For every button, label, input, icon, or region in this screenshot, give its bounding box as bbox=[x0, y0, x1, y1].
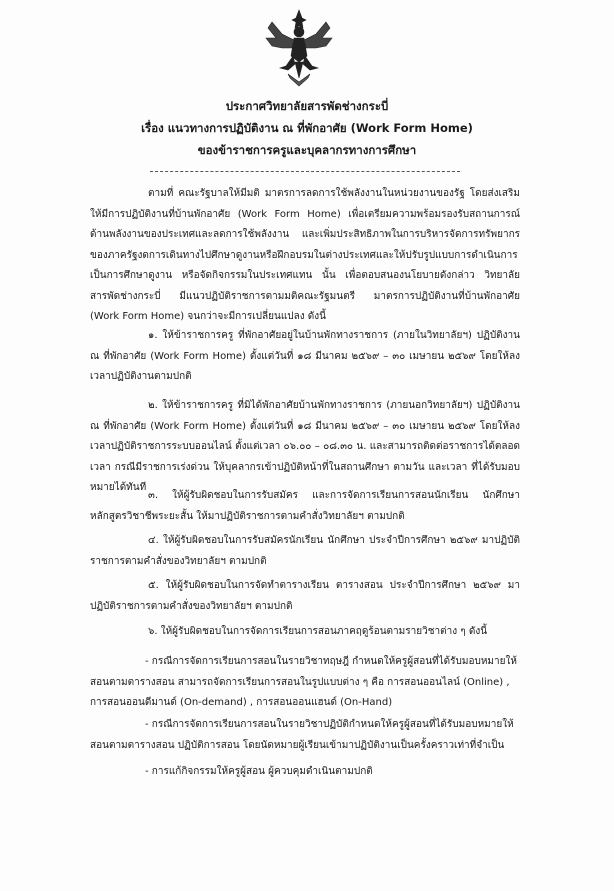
sub-item-practice: - กรณีการจัดการเรียนการสอนในรายวิชาปฏิบัติกำหนดให้ครูผู้สอนที่ได้รับมอบหมายให้สอนตามตารางสอน ปฏิบัติการสอน โดยนัดหมายผู้เรียนเข้ามาปฏิบัติงานเป็นครั้งคราวเท่าที่จำเป็น bbox=[90, 719, 514, 751]
sub-item-activities: - การแก้กิจกรรมให้ครูผู้สอน ผู้ควบคุมดำเนินตามปกติ bbox=[145, 766, 373, 777]
announcement-subject: เรื่อง แนวทางการปฏิบัติงาน ณ ที่พักอาศัย (Work Form Home) bbox=[141, 121, 473, 135]
item-6: ๖. ให้ผู้รับผิดชอบในการจัดการเรียนการสอนภาคฤดูร้อนตามรายวิชาต่าง ๆ ดังนี้ bbox=[148, 626, 488, 637]
announcement-title: ประกาศวิทยาลัยสารพัดช่างกระบี่ bbox=[225, 99, 389, 113]
garuda-emblem bbox=[262, 8, 336, 90]
item-2: ๒. ให้ข้าราชการครู ที่มิได้พักอาศัยบ้านพักทางราชการ (ภายนอกวิทยาลัยฯ) ปฏิบัติงาน ณ ที่พักอาศัย (Work Form Home) ตั้งแต่วันที่ ๑๘ มีนาคม ๒๕๖๙ – ๓๐ เมษายน ๒๕๖๙ โดยให้ลงเวลาปฏิบัติราชการระบบออนไลน์ ตั้งแต่เวลา ๐๖.๐๐ – ๐๘.๓๐ น. และสามารถติดต่อราชการได้ตลอดเวลา กรณีมีราชการเร่งด่วน ให้บุคลากรเข้าปฏิบัติหน้าที่ในสถานศึกษา ตามวัน และเวลา ที่ได้รับมอบหมายได้ทันที bbox=[90, 400, 520, 493]
item-5: ๕. ให้ผู้รับผิดชอบในการจัดทำตารางเรียน ตารางสอน ประจำปีการศึกษา ๒๕๖๙ มาปฏิบัติราชการตามคำสั่งของวิทยาลัยฯ ตามปกติ bbox=[90, 580, 520, 612]
announcement-audience: ของข้าราชการครูและบุคลากรทางการศึกษา bbox=[197, 143, 417, 157]
item-3: ๓. ให้ผู้รับผิดชอบในการรับสมัคร และการจัดการเรียนการสอนนักเรียน นักศึกษา หลักสูตรวิชาชีพระยะสั้น ให้มาปฏิบัติราชการตามคำสั่งวิทยาลัยฯ ตามปกติ bbox=[90, 490, 520, 522]
intro-paragraph: ตามที่ คณะรัฐบาลให้มีมติ มาตรการลดการใช้พลังงานในหน่วยงานของรัฐ โดยส่งเสริมให้มีการปฏิบัติงานที่บ้านพักอาศัย (Work Form Home) เพื่อเตรียมความพร้อมรองรับสถานการณ์ด้านพลังงานของประเทศและลดการใช้พลังงาน และเพิ่มประสิทธิภาพในการบริหารจัดการทรัพยากรของภาครัฐงดการเดินทางไปศึกษาดูงานหรือฝึกอบรมในต่างประเทศและให้ปรับรูปแบบการดำเนินการเป็นการศึกษาดูงาน หรือจัดกิจกรรมในประเทศแทน นั้น เพื่อตอบสนองนโยบายดังกล่าว วิทยาลัยสารพัดช่างกระบี่ มีแนวปฏิบัติราชการตามมติคณะรัฐมนตรี มาตรการปฏิบัติงานที่บ้านพักอาศัย (Work Form Home) จนกว่าจะมีการเปลี่ยนแปลง ดังนี้ bbox=[90, 188, 520, 322]
item-4: ๔. ให้ผู้รับผิดชอบในการรับสมัครนักเรียน นักศึกษา ประจำปีการศึกษา ๒๕๖๙ มาปฏิบัติราชการตามคำสั่งของวิทยาลัยฯ ตามปกติ bbox=[90, 535, 520, 567]
sub-item-theory: - กรณีการจัดการเรียนการสอนในรายวิชาทฤษฎี กำหนดให้ครูผู้สอนที่ได้รับมอบหมายให้สอนตามตารางสอน สามารถจัดการเรียนการสอนในรูปแบบต่าง ๆ คือ การสอนออนไลน์ (Online) , การสอนออนดีมานด์ (On-demand) , การสอนออนแฮนด์ (On-Hand) bbox=[90, 656, 517, 708]
separator-line bbox=[150, 171, 460, 172]
item-1: ๑. ให้ข้าราชการครู ที่พักอาศัยอยู่ในบ้านพักทางราชการ (ภายในวิทยาลัยฯ) ปฏิบัติงาน ณ ที่พักอาศัย (Work Form Home) ตั้งแต่วันที่ ๑๘ มีนาคม ๒๕๖๙ – ๓๐ เมษายน ๒๕๖๙ โดยให้ลงเวลาปฏิบัติงานตามปกติ bbox=[90, 330, 520, 382]
